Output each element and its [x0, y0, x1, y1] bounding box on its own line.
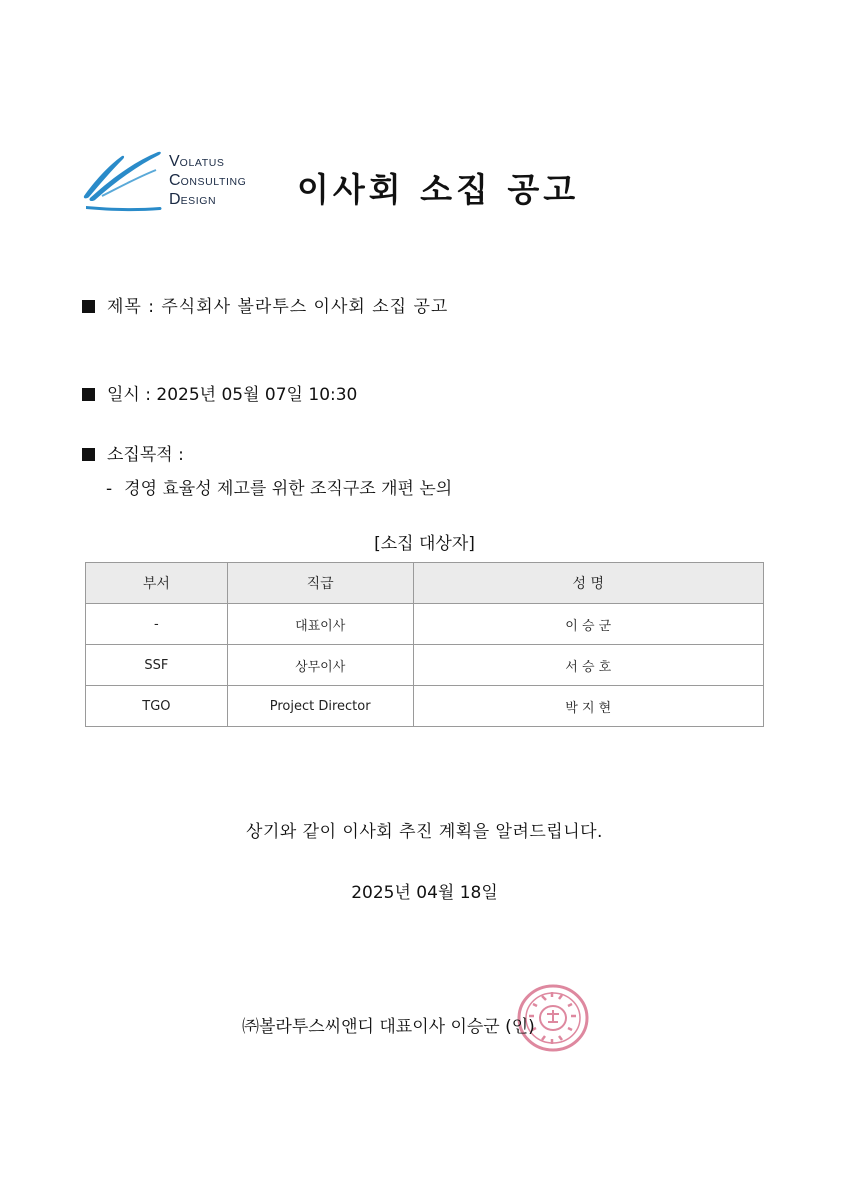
logo-wordmark: VOLATUS CONSULTING DESIGN — [169, 153, 247, 208]
dash-bullet: - — [106, 479, 113, 499]
signature-line: ㈜볼라투스씨앤디 대표이사 이승군 (인) — [242, 1017, 535, 1037]
datetime-line — [82, 380, 357, 405]
table-row — [86, 686, 764, 727]
cell-name: 박 지 현 — [413, 686, 763, 727]
cell-name: 이 승 군 — [413, 604, 763, 645]
datetime-text: 일시 : 2025년 05월 07일 10:30 — [107, 385, 358, 405]
document-header — [82, 148, 762, 218]
cell-position: 대표이사 — [227, 604, 413, 645]
purpose-label: 소집목적 : — [107, 445, 184, 465]
issue-date: 2025년 04월 18일 — [351, 883, 498, 903]
purpose-item-text: 경영 효율성 제고를 위한 조직구조 개편 논의 — [124, 479, 453, 499]
purpose-item — [106, 474, 452, 499]
purpose-line — [82, 440, 184, 465]
subject-text: 제목 : 주식회사 볼라투스 이사회 소집 공고 — [107, 297, 449, 317]
subject-line — [82, 292, 448, 317]
cell-position: Project Director — [227, 686, 413, 727]
company-logo — [82, 148, 257, 216]
document-title: 이사회 소집 공고 — [297, 170, 580, 209]
cell-department: SSF — [86, 645, 228, 686]
attendees-table — [85, 562, 764, 727]
closing-statement: 상기와 같이 이사회 추진 계획을 알려드립니다. — [246, 822, 603, 842]
cell-position: 상무이사 — [227, 645, 413, 686]
square-bullet-icon — [82, 388, 95, 401]
square-bullet-icon — [82, 448, 95, 461]
header-position: 직급 — [227, 563, 413, 604]
table-row — [86, 645, 764, 686]
attendees-caption: [소집 대상자] — [374, 534, 475, 554]
header-name: 성 명 — [413, 563, 763, 604]
cell-department: - — [86, 604, 228, 645]
logo-brush-icon — [82, 148, 167, 214]
table-row — [86, 604, 764, 645]
cell-name: 서 승 호 — [413, 645, 763, 686]
square-bullet-icon — [82, 300, 95, 313]
table-header-row — [86, 563, 764, 604]
cell-department: TGO — [86, 686, 228, 727]
header-department: 부서 — [86, 563, 228, 604]
